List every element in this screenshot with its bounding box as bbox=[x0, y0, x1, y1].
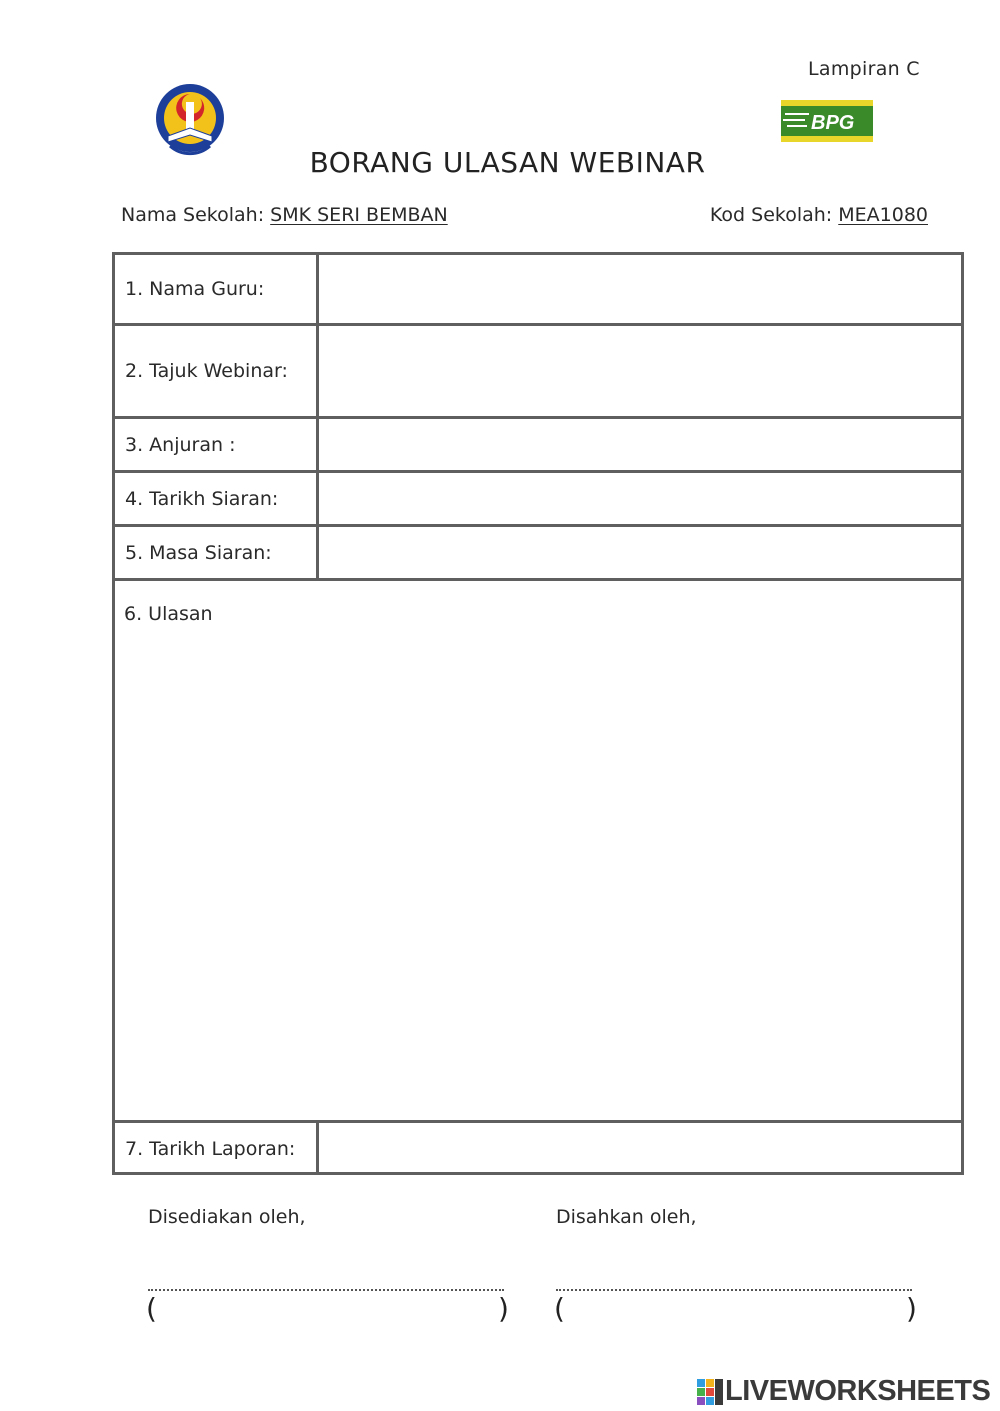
review-field[interactable] bbox=[115, 581, 961, 1120]
prepared-by-label: Disediakan oleh, bbox=[148, 1206, 306, 1228]
school-code-label: Kod Sekolah: bbox=[709, 204, 833, 226]
form-label: 7. Tarikh Laporan: bbox=[115, 1123, 319, 1175]
bpg-logo bbox=[781, 96, 873, 144]
form-label: 1. Nama Guru: bbox=[115, 255, 319, 323]
webinar-title-field[interactable] bbox=[319, 326, 961, 416]
verified-by-label: Disahkan oleh, bbox=[556, 1206, 697, 1228]
form-label: 2. Tajuk Webinar: bbox=[115, 326, 319, 416]
review-form bbox=[112, 252, 964, 1175]
form-row-webinar-title bbox=[115, 326, 961, 419]
annex-label: Lampiran C bbox=[808, 58, 920, 80]
school-name-value: SMK SERI BEMBAN bbox=[270, 204, 448, 226]
verified-by-signature-line[interactable] bbox=[556, 1289, 912, 1291]
form-row-organizer bbox=[115, 419, 961, 473]
school-name-label: Nama Sekolah: bbox=[121, 204, 265, 226]
form-row-broadcast-time bbox=[115, 527, 961, 581]
form-row-review bbox=[115, 581, 961, 1123]
review-label: 6. Ulasan bbox=[124, 603, 213, 625]
broadcast-time-field[interactable] bbox=[319, 527, 961, 578]
page-title: BORANG ULASAN WEBINAR bbox=[309, 146, 706, 179]
form-row-teacher-name bbox=[115, 255, 961, 326]
report-date-field[interactable] bbox=[319, 1123, 961, 1175]
verified-by-close-paren: ) bbox=[906, 1292, 917, 1325]
verified-by-open-paren: ( bbox=[554, 1292, 565, 1325]
school-code bbox=[710, 204, 928, 226]
form-label: 3. Anjuran : bbox=[115, 419, 319, 470]
organizer-field[interactable] bbox=[319, 419, 961, 470]
school-name bbox=[121, 204, 448, 226]
teacher-name-field[interactable] bbox=[319, 255, 961, 323]
bpg-logo-text: BPG bbox=[811, 112, 855, 134]
broadcast-date-field[interactable] bbox=[319, 473, 961, 524]
liveworksheets-text: LIVEWORKSHEETS bbox=[725, 1375, 991, 1407]
prepared-by-close-paren: ) bbox=[498, 1292, 509, 1325]
form-row-broadcast-date bbox=[115, 473, 961, 527]
form-row-report-date bbox=[115, 1123, 961, 1175]
liveworksheets-logo-icon bbox=[697, 1379, 723, 1405]
form-label: 4. Tarikh Siaran: bbox=[115, 473, 319, 524]
liveworksheets-brand bbox=[697, 1375, 990, 1408]
form-label: 5. Masa Siaran: bbox=[115, 527, 319, 578]
school-code-value: MEA1080 bbox=[838, 204, 928, 226]
prepared-by-signature-line[interactable] bbox=[148, 1289, 504, 1291]
prepared-by-open-paren: ( bbox=[146, 1292, 157, 1325]
